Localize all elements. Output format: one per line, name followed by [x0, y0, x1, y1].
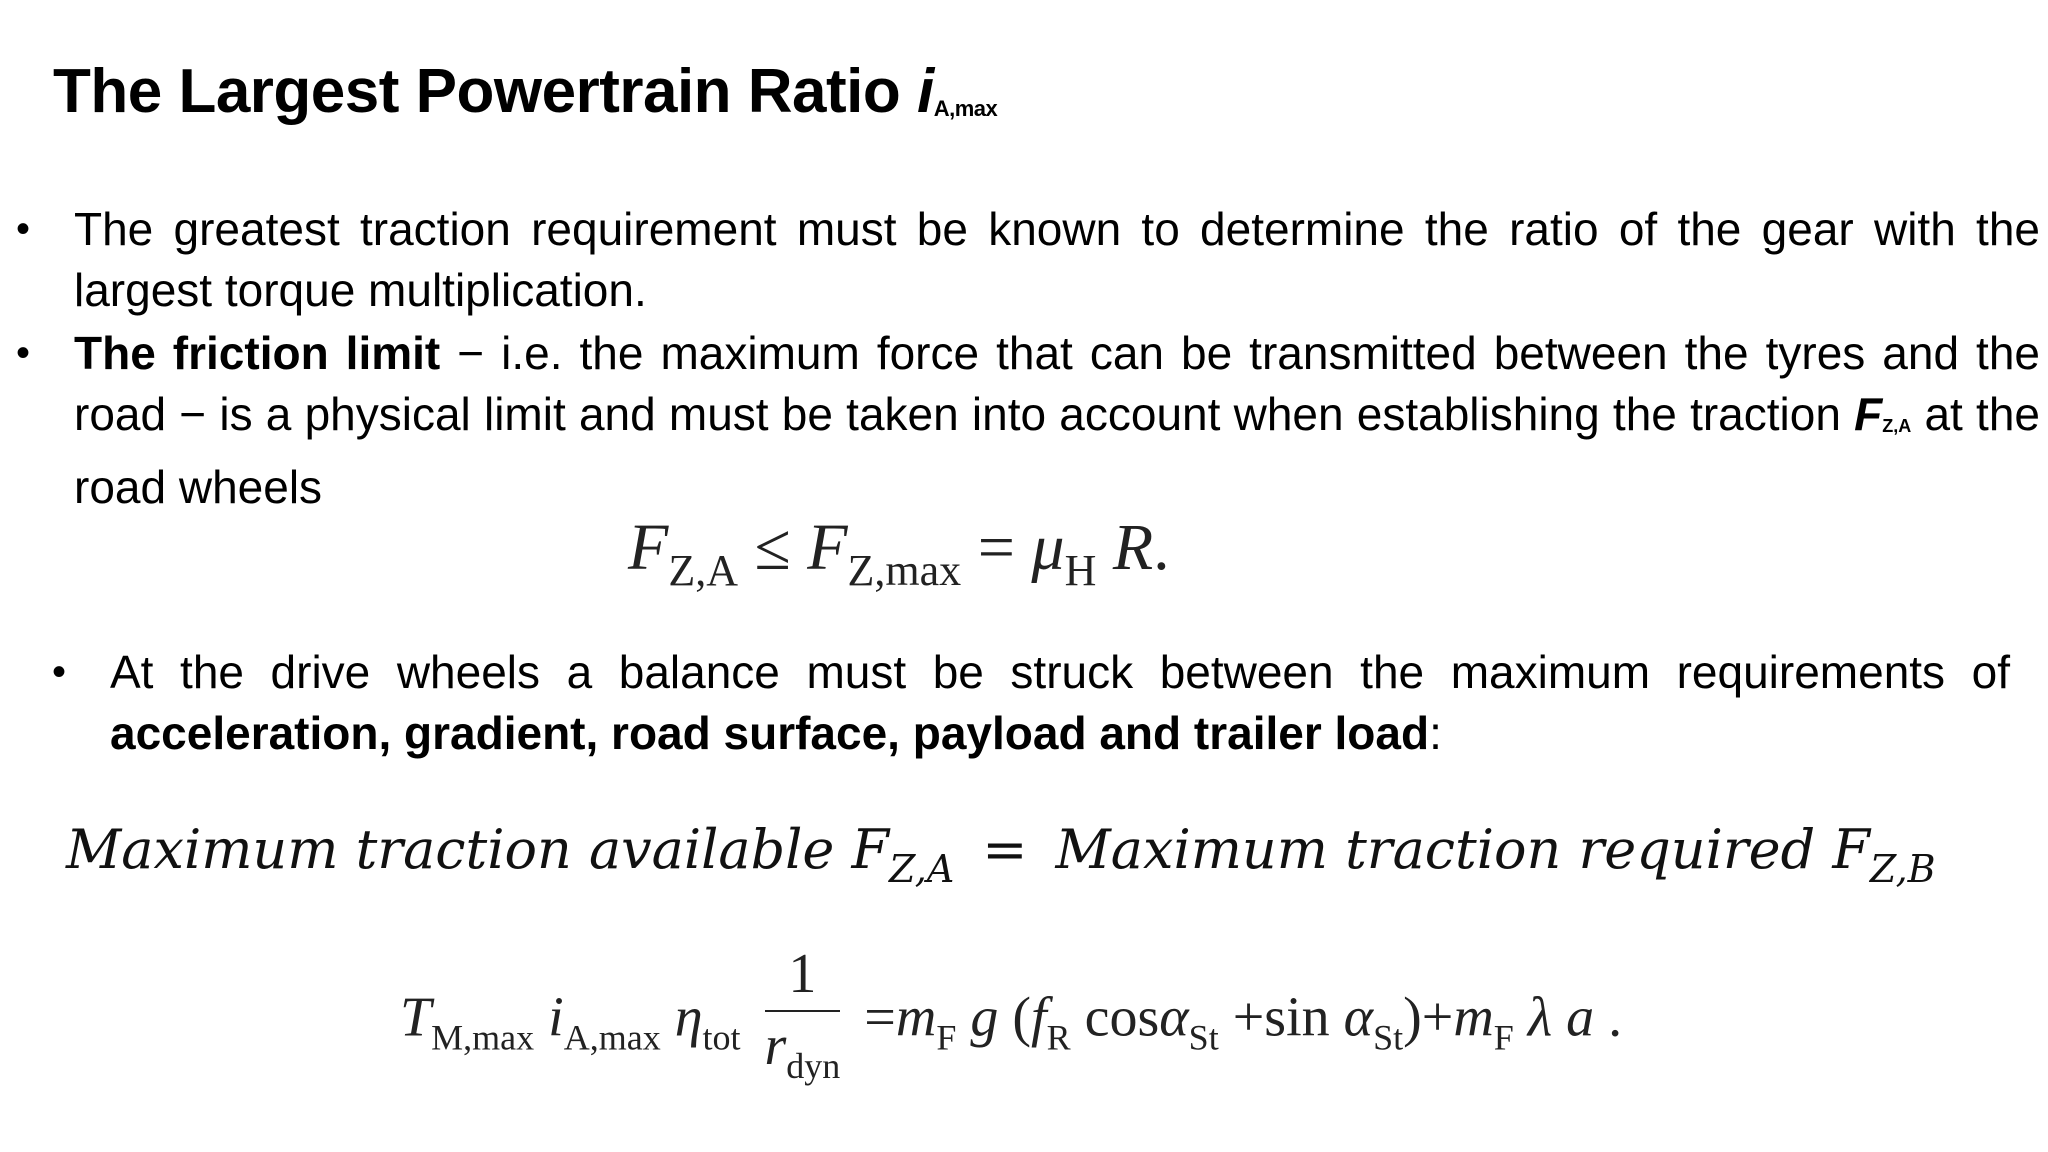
bullet-text: At the drive wheels a balance must be struck between the maximum requirements of [110, 646, 2010, 698]
page-title [53, 56, 997, 127]
title-subscript: A,max [933, 96, 998, 121]
bullet-marker: • [52, 650, 67, 694]
bullet-bold-lead: The friction limit [74, 327, 441, 379]
bullet-friction-limit [16, 323, 2041, 518]
equation-friction-limit: $F_{Z,A} \le F_{Z,max} = \mu_H$ R. [628, 511, 1170, 595]
bullet-bold: acceleration, gradient, road surface, payload and trailer load [110, 707, 1430, 759]
bullet-traction-requirement [16, 199, 2040, 321]
equation-traction-balance: Maximum traction available $F_{Z,A}$ = Maximum traction required $F_{Z,B}$ [66, 818, 1936, 891]
title-text: The Largest Powertrain Ratio [53, 57, 918, 126]
title-symbol: i [917, 57, 934, 126]
bullet-marker: • [16, 331, 31, 375]
bullet-tail: at the road wheels [74, 388, 2040, 513]
equation-powertrain-ratio: $T_{M,max}$ $i_{A,max}$ $\eta_{tot}$ $\frac{1}{r_{dyn}}$ $=m_F$ g ($f_R$ cosα$_{St}$ +sin $\alpha_{St})+m_F$ λ a . [400, 943, 1623, 1086]
bullet-text: The greatest traction requirement must be known to determine the ratio of the gear with the largest torque multiplication. [74, 203, 2040, 316]
bullet-marker: • [16, 207, 31, 251]
bullet-tail: : [1429, 707, 1442, 759]
inline-symbol-fza: $F_{Z,A}$ [1854, 388, 1912, 440]
bullet-drive-wheel-balance [52, 642, 2010, 764]
bullet-text: − i.e. the maximum force that can be transmitted between the tyres and the road − is a physical limit and must be taken into account when establishing the traction [74, 327, 2041, 440]
fraction-one-over-rdyn: $\frac{1}{r_{dyn}}$ [764, 943, 841, 1086]
